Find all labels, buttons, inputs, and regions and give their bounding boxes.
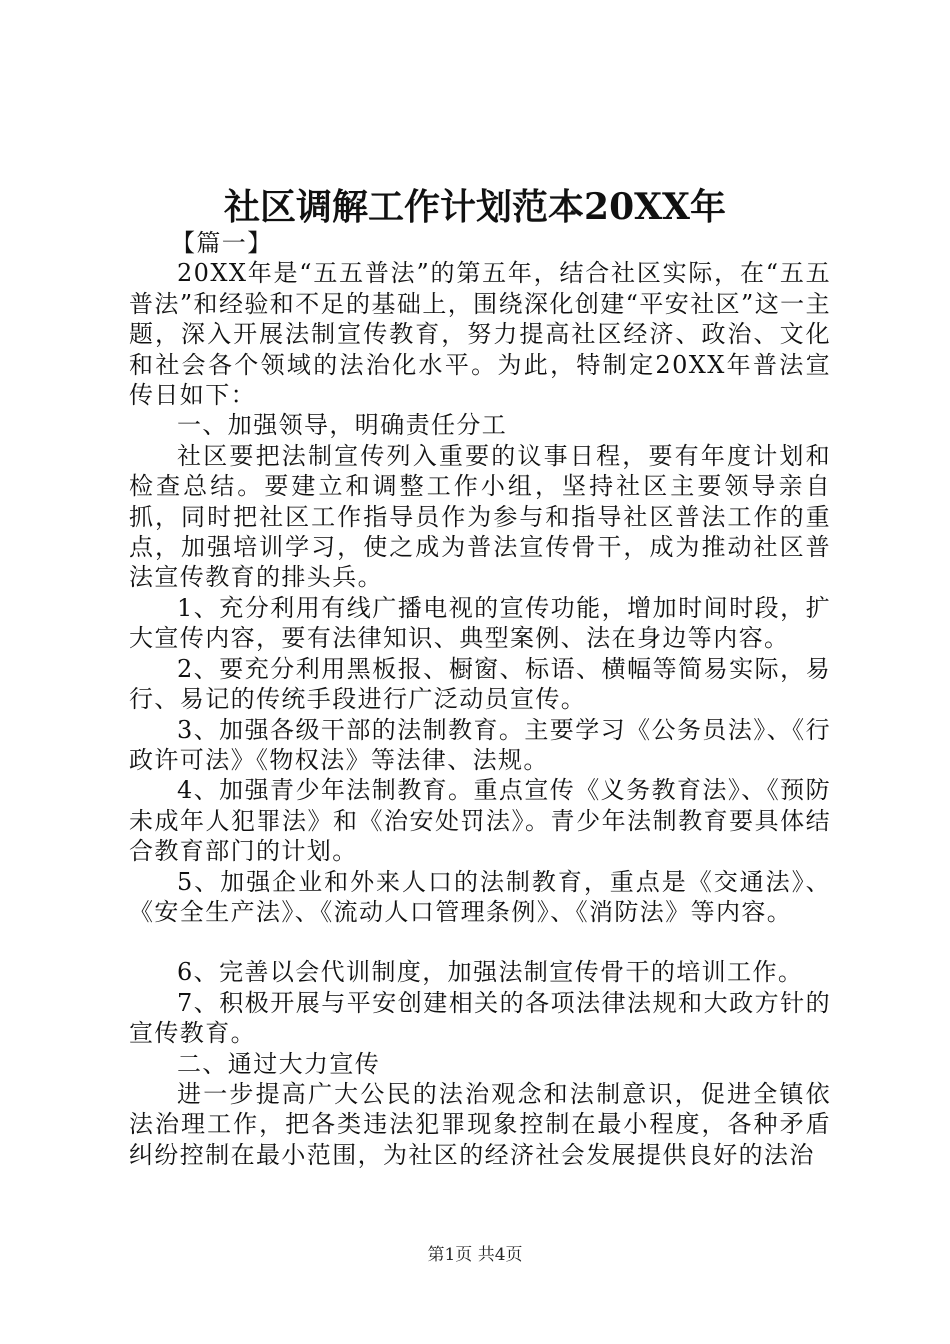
document-body bbox=[129, 228, 831, 1170]
heading-two: 二、通过大力宣传 bbox=[177, 1049, 381, 1078]
page-footer: 第1页 共4页 bbox=[427, 1245, 523, 1265]
list-item-5: 5、加强企业和外来人口的法制教育，重点是《交通法》、《安全生产法》、《流动人口管理条例》、《消防法》等内容。 bbox=[129, 867, 831, 926]
intro-paragraph: 20XX年是“五五普法”的第五年，结合社区实际，在“五五普法”和经验和不足的基础上，围绕深化创建“平安社区”这一主题，深入开展法制宣传教育，努力提高社区经济、政治、文化和社会各个领域的法治化水平。为此，特制定20XX年普法宣传日如下： bbox=[129, 259, 831, 410]
body-paragraph: 社区要把法制宣传列入重要的议事日程，要有年度计划和检查总结。要建立和调整工作小组，坚持社区主要领导亲自抓，同时把社区工作指导员作为参与和指导社区普法工作的重点，加强培训学习，使之成为普法宣传骨干，成为推动社区普法宣传教育的排头兵。 bbox=[129, 441, 831, 592]
document-title: 社区调解工作计划范本20XX年 bbox=[224, 186, 726, 228]
list-item-1: 1、充分利用有线广播电视的宣传功能，增加时间时段，扩大宣传内容，要有法律知识、典型案例、法在身边等内容。 bbox=[129, 593, 831, 653]
list-item-2: 2、要充分利用黑板报、橱窗、标语、横幅等简易实际，易行、易记的传统手段进行广泛动员宣传。 bbox=[129, 654, 831, 714]
section-label: 【篇一】 bbox=[171, 229, 273, 257]
list-item-4: 4、加强青少年法制教育。重点宣传《义务教育法》、《预防未成年人犯罪法》和《治安处罚法》。青少年法制教育要具体结合教育部门的计划。 bbox=[129, 776, 831, 866]
list-item-6: 6、完善以会代训制度，加强法制宣传骨干的培训工作。 bbox=[177, 958, 804, 987]
body-paragraph-final: 进一步提高广大公民的法治观念和法制意识，促进全镇依法治理工作，把各类违法犯罪现象控制在最小程度，各种矛盾纠纷控制在最小范围，为社区的经济社会发展提供良好的法治 bbox=[129, 1079, 831, 1169]
heading-one: 一、加强领导，明确责任分工 bbox=[177, 411, 508, 440]
list-item-3: 3、加强各级干部的法制教育。主要学习《公务员法》、《行政许可法》《物权法》等法律、法规。 bbox=[129, 715, 831, 774]
list-item-7: 7、积极开展与平安创建相关的各项法律法规和大政方针的宣传教育。 bbox=[129, 988, 831, 1048]
